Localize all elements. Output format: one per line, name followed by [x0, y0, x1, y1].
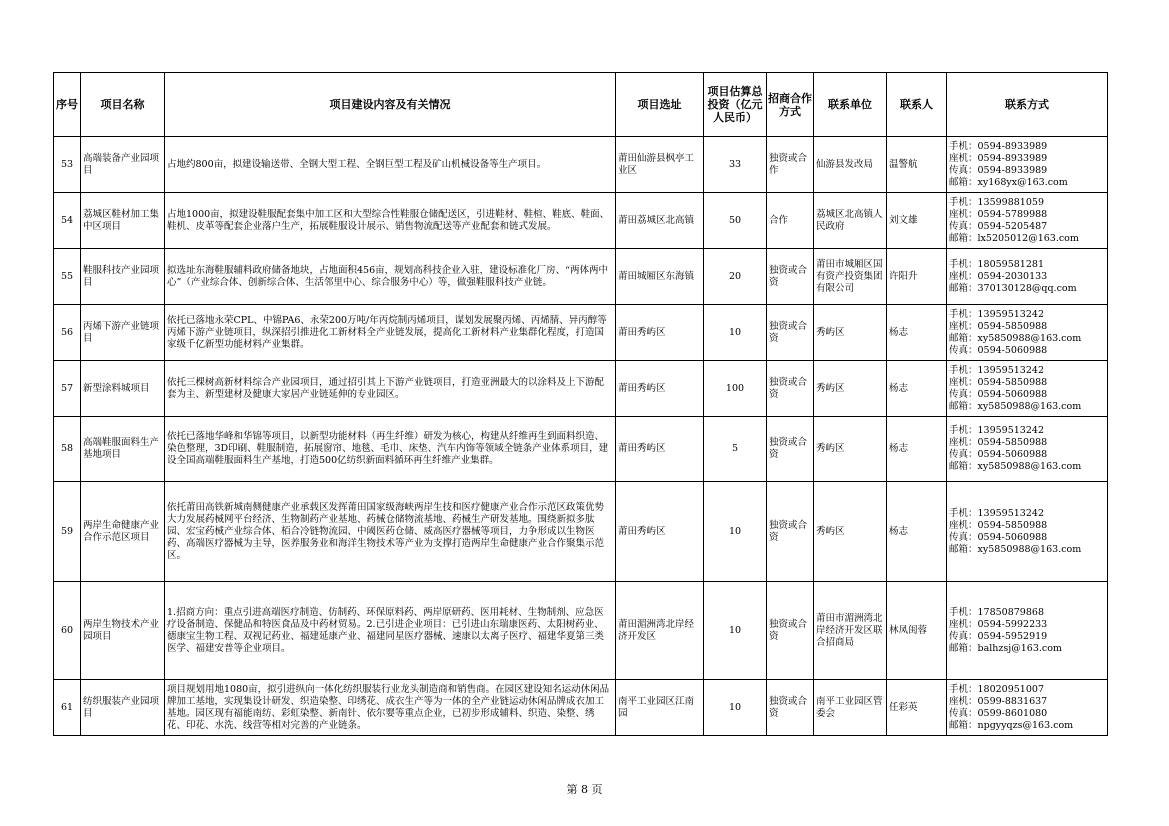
- contact-cell: [947, 680, 1108, 736]
- seq-cell: 53: [54, 137, 81, 193]
- seq-cell: 61: [54, 680, 81, 736]
- investment-cell: 100: [704, 361, 767, 417]
- contact-cell: [947, 193, 1108, 249]
- header-name: 项目名称: [81, 73, 165, 137]
- investment-cell: 33: [704, 137, 767, 193]
- investment-cell: 10: [704, 582, 767, 680]
- seq-cell: 59: [54, 482, 81, 582]
- location-cell: 莆田湄洲湾北岸经济开发区: [616, 582, 704, 680]
- contact-fax: 传真：0594-5952919: [949, 630, 1048, 642]
- contact-email: 邮箱：xy5850988@163.com: [949, 400, 1082, 412]
- contact-landline: 座机：0594-5992233: [949, 618, 1048, 630]
- contact-fax: 传真：0594-5060988: [949, 531, 1048, 543]
- contact-email: 邮箱：370130128@qq.com: [949, 282, 1077, 294]
- contact-phone: 手机：13959513242: [949, 308, 1044, 320]
- contact-cell: [947, 249, 1108, 305]
- contact-landline: 座机：0599-8831637: [949, 695, 1048, 707]
- contact-email: 邮箱：lx5205012@163.com: [949, 232, 1079, 244]
- unit-cell: 南平工业园区管委会: [814, 680, 887, 736]
- investment-cell: 10: [704, 305, 767, 361]
- project-name-cell: 两岸生物技术产业园项目: [81, 582, 165, 680]
- header-person: 联系人: [887, 73, 947, 137]
- location-cell: 莆田秀屿区: [616, 305, 704, 361]
- location-cell: 莆田荔城区北高镇: [616, 193, 704, 249]
- unit-cell: 莆田市湄洲湾北岸经济开发区联合招商局: [814, 582, 887, 680]
- contact-fax: 传真：0594-5060988: [949, 344, 1048, 356]
- table-row: [54, 305, 1108, 361]
- unit-cell: 秀屿区: [814, 482, 887, 582]
- contact-phone: 手机：13959513242: [949, 364, 1044, 376]
- location-cell: 莆田秀屿区: [616, 417, 704, 482]
- person-cell: 许阳升: [887, 249, 947, 305]
- content-cell: 占地约800亩，拟建设输送带、全钢大型工程、全钢巨型工程及矿山机械设备等生产项目。: [165, 137, 616, 193]
- contact-landline: 座机：0594-5789988: [949, 208, 1048, 220]
- content-cell: 占地1000亩，拟建设鞋服配套集中加工区和大型综合性鞋服仓储配送区，引进鞋材、鞋楦、鞋底、鞋面、鞋机、皮革等配套企业落户生产，拓展鞋服设计展示、销售物流配送等产业配套和链式发展。: [165, 193, 616, 249]
- header-method: 招商合作方式: [767, 73, 814, 137]
- contact-fax: 传真：0599-8601080: [949, 707, 1048, 719]
- header-unit: 联系单位: [814, 73, 887, 137]
- method-cell: 合作: [767, 193, 814, 249]
- project-name-cell: 高端装备产业园项目: [81, 137, 165, 193]
- content-cell: 依托已落地永荣CPL、中锦PA6、永荣200万吨/年丙烷制丙烯项目，谋划发展聚丙烯、丙烯腈、异丙醇等丙烯下游产业链项目，纵深招引推进化工新材料全产业链发展，提高化工新材料产业集群化程度，打造国家级千亿新型功能材料产业集群。: [165, 305, 616, 361]
- contact-landline: 座机：0594-5850988: [949, 376, 1048, 388]
- content-cell: 拟选址东海鞋服辅料政府储备地块，占地面积456亩，规划高科技企业入驻，建设标准化厂房、“两体两中心”（产业综合体、创新综合体、生活邻里中心、综合服务中心）等，做强鞋服科技产业链。: [165, 249, 616, 305]
- person-cell: 林凤闺蓉: [887, 582, 947, 680]
- contact-email: 邮箱：xy168yx@163.com: [949, 176, 1068, 188]
- contact-landline: 座机：0594-5850988: [949, 437, 1048, 448]
- seq-cell: 60: [54, 582, 81, 680]
- contact-fax: 传真：0594-8933989: [949, 164, 1048, 176]
- header-location: 项目选址: [616, 73, 704, 137]
- method-cell: 独资或合资: [767, 482, 814, 582]
- contact-landline: 座机：0594-8933989: [949, 152, 1048, 164]
- project-table: [53, 72, 1108, 736]
- person-cell: 杨志: [887, 305, 947, 361]
- table-row: [54, 680, 1108, 736]
- contact-cell: [947, 361, 1108, 417]
- contact-cell: [947, 582, 1108, 680]
- contact-cell: [947, 417, 1108, 482]
- method-cell: 独资或合资: [767, 361, 814, 417]
- location-cell: 莆田秀屿区: [616, 482, 704, 582]
- contact-fax: 传真：0594-5205487: [949, 220, 1048, 232]
- method-cell: 独资或合资: [767, 249, 814, 305]
- header-investment: 项目估算总投资（亿元人民币）: [704, 73, 767, 137]
- unit-cell: 荔城区北高镇人民政府: [814, 193, 887, 249]
- project-name-cell: 丙烯下游产业链项目: [81, 305, 165, 361]
- contact-cell: [947, 305, 1108, 361]
- content-cell: 1.招商方向：重点引进高端医疗制造、仿制药、环保原料药、两岸原研药、医用耗材、生物制剂、应急医疗设备制造、保健品和特医食品及中药材贸易。2.已引进企业项目：已引进山东瑞康医药、太阳树药业、德康宝生物工程、双视记药业、福建延康产业、福建同星医疗器械、速康以太离子医疗、福建华夏第三类医学、福建安普等企业项目。: [165, 582, 616, 680]
- contact-phone: 手机：17850879868: [949, 606, 1044, 618]
- contact-landline: 座机：0594-2030133: [949, 270, 1048, 282]
- contact-phone: 手机：18059581281: [949, 258, 1044, 270]
- content-cell: 依托三棵树高新材料综合产业园项目，通过招引其上下游产业链项目，打造亚洲最大的以涂料及上下游配套为主、新型建材及健康大家居产业链延伸的专业园区。: [165, 361, 616, 417]
- contact-email: 邮箱：balhzsj@163.com: [949, 642, 1062, 654]
- contact-cell: [947, 482, 1108, 582]
- header-seq: 序号: [54, 73, 81, 137]
- location-cell: 南平工业园区江南园: [616, 680, 704, 736]
- person-cell: 任彩英: [887, 680, 947, 736]
- unit-cell: 秀屿区: [814, 305, 887, 361]
- person-cell: 温警航: [887, 137, 947, 193]
- contact-phone: 手机：18020951007: [949, 683, 1044, 695]
- table-row: [54, 193, 1108, 249]
- contact-landline: 座机：0594-5850988: [949, 320, 1048, 332]
- table-row: [54, 417, 1108, 482]
- seq-cell: 56: [54, 305, 81, 361]
- contact-fax: 传真：0594-5060988: [949, 449, 1048, 460]
- unit-cell: 秀屿区: [814, 361, 887, 417]
- seq-cell: 58: [54, 417, 81, 482]
- content-cell: 项目规划用地1080亩，拟引进纵向一体化纺织服装行业龙头制造商和销售商。在园区建设知名运动休闲品牌加工基地，实现集设计研发、织造染整、印绣花、成衣生产等为一体的全产业链运动休闲品牌成衣加工基地。园区现有福能南纺、彩虹染整、新南针、依尔婴等重点企业，已初步形成辅料、织造、染整、绣花、印花、水洗、线营等相对完善的产业链条。: [165, 680, 616, 736]
- person-cell: 杨志: [887, 417, 947, 482]
- header-contact: 联系方式: [947, 73, 1108, 137]
- method-cell: 独资或合资: [767, 305, 814, 361]
- investment-cell: 10: [704, 482, 767, 582]
- contact-phone: 手机：13959513242: [949, 507, 1044, 519]
- content-cell: 依托已落地华峰和华锦等项目，以新型功能材料（再生纤维）研发为核心，构建从纤维再生到面料织造、染色整理，3D印刷、鞋服制造，拓展窗帘、地毯、毛巾、床垫、汽车内饰等领域全链条产业体系项目，建设全国高端鞋服面料生产基地，打造500亿纺织新面料循环再生纤维产业集群。: [165, 417, 616, 482]
- seq-cell: 55: [54, 249, 81, 305]
- contact-email: 邮箱：xy5850988@163.com: [949, 332, 1082, 344]
- contact-email: 邮箱：xy5850988@163.com: [949, 543, 1082, 555]
- unit-cell: 莆田市城厢区国有资产投资集团有限公司: [814, 249, 887, 305]
- contact-phone: 手机：0594-8933989: [949, 140, 1048, 152]
- project-name-cell: 纺织服装产业园项目: [81, 680, 165, 736]
- investment-cell: 10: [704, 680, 767, 736]
- location-cell: 莆田仙游县枫亭工业区: [616, 137, 704, 193]
- table-row: [54, 582, 1108, 680]
- method-cell: 独资或合作: [767, 137, 814, 193]
- table-row: [54, 482, 1108, 582]
- contact-fax: 传真：0594-5060988: [949, 388, 1048, 400]
- contact-phone: 手机：13599881059: [949, 196, 1044, 208]
- method-cell: 独资或合资: [767, 417, 814, 482]
- method-cell: 独资或合资: [767, 582, 814, 680]
- seq-cell: 57: [54, 361, 81, 417]
- unit-cell: 秀屿区: [814, 417, 887, 482]
- header-row: [54, 73, 1108, 137]
- location-cell: 莆田城厢区东海镇: [616, 249, 704, 305]
- person-cell: 刘文雄: [887, 193, 947, 249]
- contact-email: 邮箱：npgyyqzs@163.com: [949, 719, 1074, 731]
- unit-cell: 仙游县发改局: [814, 137, 887, 193]
- investment-cell: 50: [704, 193, 767, 249]
- contact-phone: 手机：13959513242: [949, 425, 1044, 436]
- table-row: [54, 137, 1108, 193]
- contact-cell: [947, 137, 1108, 193]
- method-cell: 独资或合资: [767, 680, 814, 736]
- page-number: 第 8 页: [566, 783, 603, 796]
- person-cell: 杨志: [887, 482, 947, 582]
- investment-cell: 5: [704, 417, 767, 482]
- project-name-cell: 荔城区鞋材加工集中区项目: [81, 193, 165, 249]
- contact-email: 邮箱：xy5850988@163.com: [949, 461, 1082, 472]
- seq-cell: 54: [54, 193, 81, 249]
- table-row: [54, 361, 1108, 417]
- project-name-cell: 鞋服科技产业园项目: [81, 249, 165, 305]
- investment-cell: 20: [704, 249, 767, 305]
- header-content: 项目建设内容及有关情况: [165, 73, 616, 137]
- contact-landline: 座机：0594-5850988: [949, 519, 1048, 531]
- table-row: [54, 249, 1108, 305]
- project-name-cell: 两岸生命健康产业合作示范区项目: [81, 482, 165, 582]
- project-name-cell: 新型涂料城项目: [81, 361, 165, 417]
- content-cell: 依托莆田高铁新城南侧健康产业承载区发挥莆田国家级海峡两岸生技和医疗健康产业合作示范区政策优势大力发展药械网平台经济、生物制药产业基地、药械仓储物流基地、药械生产研发基地。围绕新拟多肽园、宏宝药械产业综合体、栢合冷链物流园、中阈医药仓储、威高医疗器械等项目，力争形成以生物医药、高端医疗器械为主导，医养服务业和海洋生物技术等产业为支撑打造两岸生命健康产业合作聚集示范区。: [165, 482, 616, 582]
- person-cell: 杨志: [887, 361, 947, 417]
- location-cell: 莆田秀屿区: [616, 361, 704, 417]
- project-name-cell: 高端鞋服面料生产基地项目: [81, 417, 165, 482]
